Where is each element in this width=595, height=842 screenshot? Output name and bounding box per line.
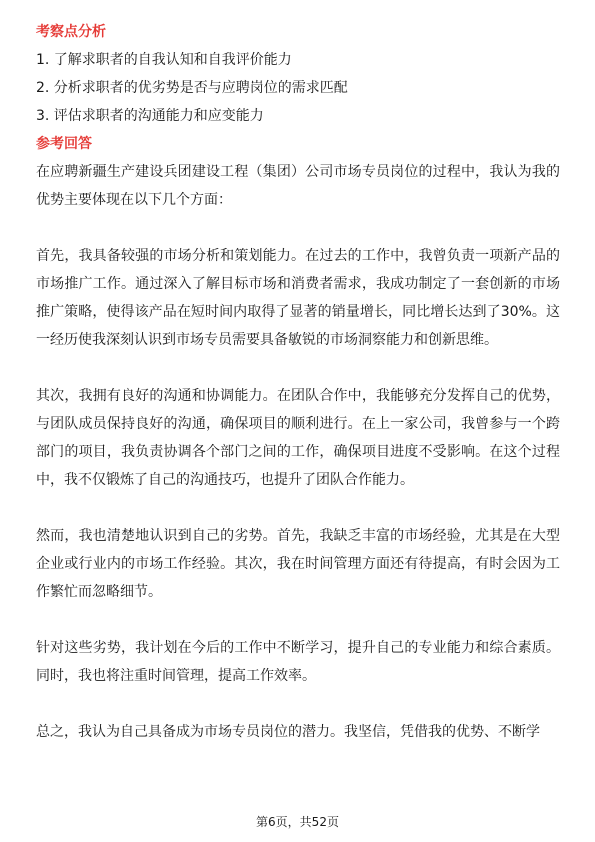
paragraph-spacer [36,690,560,718]
analysis-heading: 考察点分析 [36,24,106,40]
answer-paragraph-improvement-plan: 针对这些劣势，我计划在今后的工作中不断学习，提升自己的专业能力和综合素质。同时，我也将注重时间管理，提高工作效率。 [36,640,560,684]
answer-paragraph-conclusion: 总之，我认为自己具备成为市场专员岗位的潜力。我坚信，凭借我的优势、不断学 [36,724,540,740]
analysis-point-list [36,50,560,126]
answer-paragraph-intro: 在应聘新疆生产建设兵团建设工程（集团）公司市场专员岗位的过程中，我认为我的优势主要体现在以下几个方面： [36,164,560,208]
paragraph-spacer [36,494,560,522]
paragraph-spacer [36,354,560,382]
answer-paragraph-weaknesses: 然而，我也清楚地认识到自己的劣势。首先，我缺乏丰富的市场经验，尤其是在大型企业或行业内的市场工作经验。其次，我在时间管理方面还有待提高，有时会因为工作繁忙而忽略细节。 [36,528,560,600]
answer-paragraph-strength-communication: 其次，我拥有良好的沟通和协调能力。在团队合作中，我能够充分发挥自己的优势，与团队成员保持良好的沟通，确保项目的顺利进行。在上一家公司，我曾参与一个跨部门的项目，我负责协调各个部门之间的工作，确保项目进度不受影响。在这个过程中，我不仅锻炼了自己的沟通技巧，也提升了团队合作能力。 [36,388,560,488]
document-page [36,22,560,746]
answer-paragraph-strength-analysis: 首先，我具备较强的市场分析和策划能力。在过去的工作中，我曾负责一项新产品的市场推广工作。通过深入了解目标市场和消费者需求，我成功制定了一套创新的市场推广策略，使得该产品在短时间内取得了显著的销量增长，同比增长达到了30%。这一经历使我深刻认识到市场专员需要具备敏锐的市场洞察能力和创新思维。 [36,248,560,348]
answer-heading: 参考回答 [36,136,92,152]
paragraph-spacer [36,606,560,634]
analysis-point-2: 2. 分析求职者的优劣势是否与应聘岗位的需求匹配 [36,80,348,96]
page-number-footer: 第6页，共52页 [256,815,339,829]
analysis-point-3: 3. 评估求职者的沟通能力和应变能力 [36,108,264,124]
paragraph-spacer [36,214,560,242]
analysis-point-1: 1. 了解求职者的自我认知和自我评价能力 [36,52,292,68]
